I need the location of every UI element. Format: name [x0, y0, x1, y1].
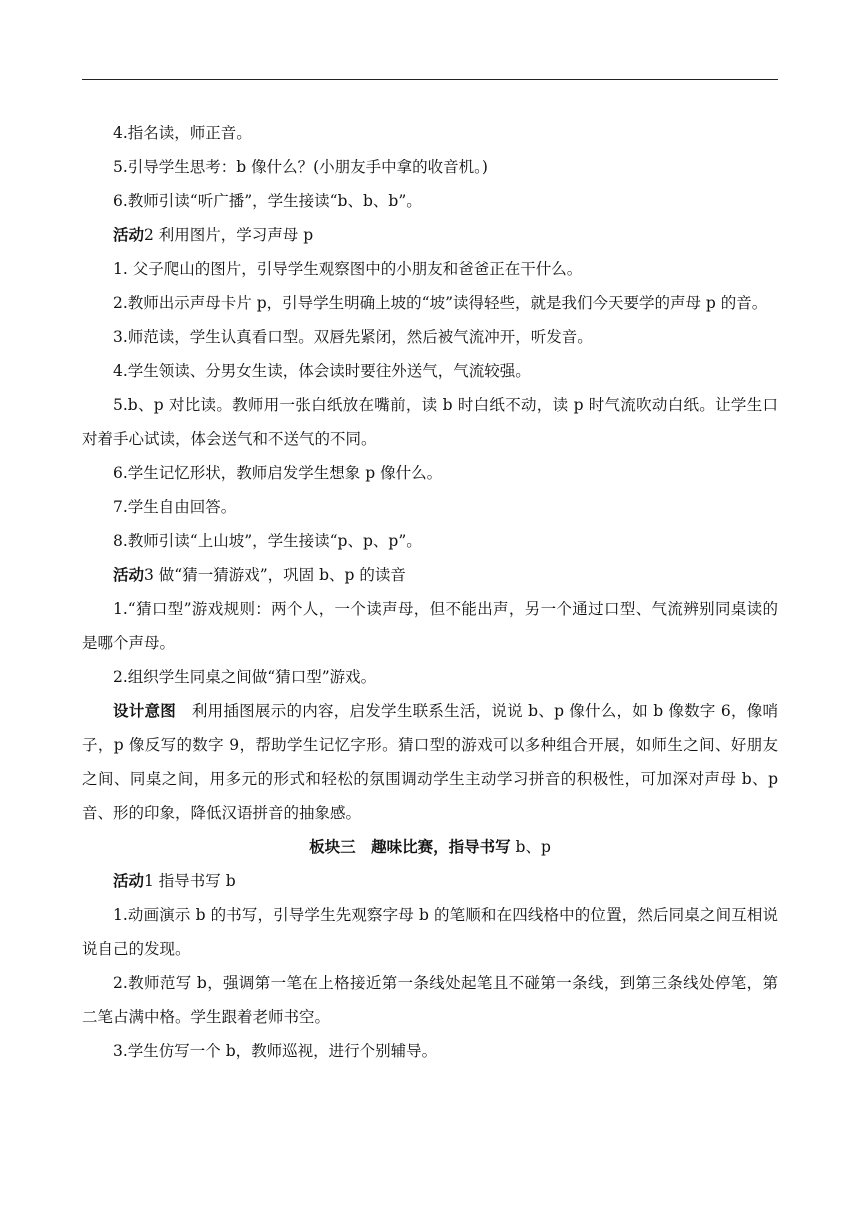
- activity-title: 3 做“猜一猜游戏”，巩固 b、p 的读音: [144, 566, 406, 584]
- paragraph: 6.教师引读“听广播”，学生接读“b、b、b”。: [113, 192, 422, 210]
- section-title-suffix: b、p: [510, 838, 551, 856]
- paragraph: 1.“猜口型”游戏规则：两个人，一个读声母，但不能出声，另一个通过口型、气流辨别同桌读的是哪个声母。: [82, 600, 778, 652]
- paragraph: 1.动画演示 b 的书写，引导学生先观察字母 b 的笔顺和在四线格中的位置，然后同桌之间互相说说自己的发现。: [82, 906, 778, 958]
- paragraph: 2.组织学生同桌之间做“猜口型”游戏。: [113, 668, 377, 686]
- document-body: [82, 116, 778, 1068]
- paragraph: 5.引导学生思考：b 像什么？(小朋友手中拿的收音机。): [113, 158, 488, 176]
- paragraph: 4.指名读，师正音。: [113, 124, 252, 142]
- paragraph: 5.b、p 对比读。教师用一张白纸放在嘴前，读 b 时白纸不动，读 p 时气流吹动白纸。让学生口对着手心试读，体会送气和不送气的不同。: [82, 396, 778, 448]
- activity-heading: [82, 558, 778, 592]
- activity-label: 活动: [113, 566, 145, 584]
- design-intent-text: 利用插图展示的内容，启发学生联系生活，说说 b、p 像什么，如 b 像数字 6，像哨子，p 像反写的数字 9，帮助学生记忆字形。猜口型的游戏可以多种组合开展，如师生之间、好朋友之间、同桌之间，用多元的形式和轻松的氛围调动学生主动学习拼音的积极性，可加深对声母 b、p 音、形的印象，降低汉语拼音的抽象感。: [82, 702, 778, 822]
- paragraph: 1. 父子爬山的图片，引导学生观察图中的小朋友和爸爸正在干什么。: [113, 260, 583, 278]
- paragraph: 3.师范读，学生认真看口型。双唇先紧闭，然后被气流冲开，听发音。: [113, 328, 593, 346]
- paragraph: 3.学生仿写一个 b，教师巡视，进行个别辅导。: [113, 1042, 438, 1060]
- activity-heading: [82, 864, 778, 898]
- design-intent-paragraph: [82, 694, 778, 830]
- activity-title: 2 利用图片，学习声母 p: [144, 226, 314, 244]
- activity-label: 活动: [113, 872, 145, 890]
- activity-title: 1 指导书写 b: [144, 872, 236, 890]
- paragraph: 7.学生自由回答。: [113, 498, 237, 516]
- activity-label: 活动: [113, 226, 145, 244]
- activity-heading: [82, 218, 778, 252]
- design-intent-label: 设计意图: [113, 702, 177, 720]
- paragraph: 6.学生记忆形状，教师启发学生想象 p 像什么。: [113, 464, 443, 482]
- paragraph: 8.教师引读“上山坡”，学生接读“p、p、p”。: [113, 532, 422, 550]
- paragraph: 4.学生领读、分男女生读，体会读时要往外送气，气流较强。: [113, 362, 531, 380]
- paragraph: 2.教师范写 b，强调第一笔在上格接近第一条线处起笔且不碰第一条线，到第三条线处停笔，第二笔占满中格。学生跟着老师书空。: [82, 974, 778, 1026]
- paragraph: 2.教师出示声母卡片 p，引导学生明确上坡的“坡”读得轻些，就是我们今天要学的声母 p 的音。: [113, 294, 768, 312]
- section-title: 板块三 趣味比赛，指导书写: [309, 838, 511, 856]
- section-heading: [82, 830, 778, 864]
- header-rule: [82, 79, 778, 80]
